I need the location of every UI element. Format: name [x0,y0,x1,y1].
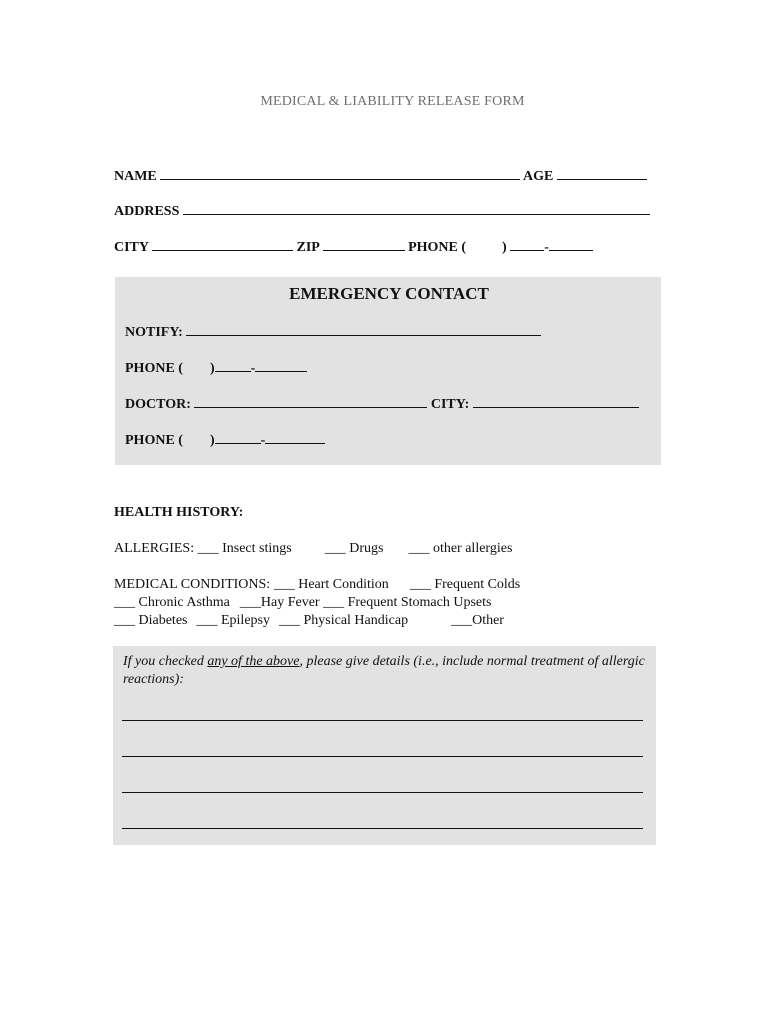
condition-checkbox[interactable]: ___ [114,595,135,610]
condition-option: Frequent Stomach Upsets [347,595,492,610]
doctor-city-field[interactable] [473,394,639,408]
details-line[interactable] [122,756,643,757]
address-row [114,201,650,220]
age-field[interactable] [557,166,647,180]
phone-label: PHONE ( [408,240,467,255]
conditions-label: MEDICAL CONDITIONS: [114,577,271,592]
doctor-phone-dash: - [260,433,266,448]
emergency-phone-close: ) [209,361,215,376]
details-line[interactable] [122,828,643,829]
allergy-option: Drugs [349,541,384,556]
doctor-row [125,394,639,413]
doctor-phone-row [125,430,325,449]
condition-checkbox[interactable]: ___ [409,577,431,592]
details-prompt-start: If you checked [123,654,208,669]
details-prompt [123,653,645,689]
condition-checkbox[interactable]: ___ [114,613,135,628]
emergency-phone-prefix-field[interactable] [215,358,251,372]
condition-option: Frequent Colds [434,577,521,592]
emergency-phone-dash: - [250,361,256,376]
allergies-row [114,541,512,557]
condition-option: Epilepsy [220,613,270,628]
conditions-row-3 [114,613,504,629]
emergency-phone-row [125,358,307,377]
condition-checkbox[interactable]: ___ [196,613,218,628]
phone-close: ) [502,240,507,255]
details-prompt-end: , please give details (i.e., include normal treatment of allergic reactions): [123,654,645,687]
details-line[interactable] [122,720,643,721]
doctor-phone-label: PHONE ( [125,433,183,448]
condition-option: Other [472,613,504,628]
address-field[interactable] [183,201,650,215]
doctor-phone-number-field[interactable] [265,430,325,444]
doctor-phone-prefix-field[interactable] [215,430,261,444]
age-label: AGE [523,169,554,184]
allergy-option: other allergies [432,541,513,556]
doctor-phone-close: ) [209,433,215,448]
notify-label: NOTIFY: [125,325,183,340]
zip-field[interactable] [323,237,405,251]
city-label: CITY [114,240,149,255]
health-history-heading: HEALTH HISTORY: [114,505,244,520]
notify-row [125,322,541,341]
city-row [114,237,593,256]
emergency-phone-number-field[interactable] [255,358,307,372]
condition-checkbox[interactable]: ___ [273,577,295,592]
details-line[interactable] [122,792,643,793]
city-field[interactable] [152,237,293,251]
condition-checkbox[interactable]: ___ [451,613,473,628]
condition-checkbox[interactable]: ___ [323,595,345,610]
name-field[interactable] [160,166,520,180]
allergy-option: Insect stings [222,541,292,556]
notify-field[interactable] [186,322,541,336]
phone-prefix-field[interactable] [510,237,544,251]
address-label: ADDRESS [114,204,180,219]
emergency-phone-label: PHONE ( [125,361,183,376]
phone-number-field[interactable] [549,237,593,251]
condition-option: Diabetes [138,613,188,628]
condition-option: Physical Handicap [303,613,409,628]
name-label: NAME [114,169,157,184]
doctor-city-label: CITY: [430,397,470,412]
emergency-contact-title: EMERGENCY CONTACT [289,284,489,303]
conditions-row-1 [114,577,520,593]
condition-option: Heart Condition [298,577,389,592]
allergy-checkbox[interactable]: ___ [197,541,219,556]
condition-checkbox[interactable]: ___ [239,595,261,610]
doctor-label: DOCTOR: [125,397,191,412]
form-title: MEDICAL & LIABILITY RELEASE FORM [260,94,525,109]
condition-option: Hay Fever [260,595,320,610]
condition-option: Chronic Asthma [138,595,230,610]
name-row [114,166,647,185]
allergies-label: ALLERGIES: [114,541,195,556]
allergy-checkbox[interactable]: ___ [408,541,430,556]
doctor-field[interactable] [194,394,427,408]
details-prompt-underlined: any of the above [207,654,300,669]
zip-label: ZIP [296,240,320,255]
allergy-checkbox[interactable]: ___ [324,541,346,556]
phone-dash: - [544,240,549,255]
conditions-row-2 [114,595,491,611]
condition-checkbox[interactable]: ___ [278,613,300,628]
